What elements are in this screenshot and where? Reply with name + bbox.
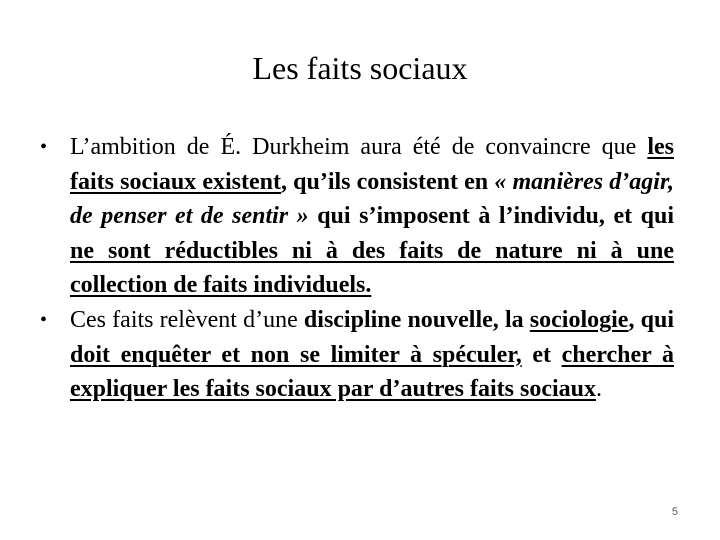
emphasis-sociologie: sociologie [529, 306, 629, 333]
bullet-list [34, 130, 674, 407]
text-segment: , qu’ils consistent en [280, 168, 495, 195]
text-segment: , qui [628, 306, 674, 333]
text-segment: L’ambition de É. Durkheim aura été de convaincre que [70, 134, 648, 160]
emphasis-expliquer: chercher à expliquer les faits sociaux par d’autres faits sociaux [70, 341, 674, 403]
bullet-item-ambition [34, 130, 674, 303]
text-segment: qui s’imposent à l’individu, et qui [308, 203, 674, 230]
emphasis-discipline-nouvelle: discipline nouvelle, la [303, 306, 530, 333]
emphasis-non-reductibles: ne sont réductibles ni à des faits de nature ni à une collection de faits individuels. [70, 237, 674, 299]
emphasis-enqueter: doit enquêter et non se limiter à spéculer, [70, 341, 522, 368]
quote-manieres: « manières d’agir, de penser et de sentir » [70, 168, 674, 230]
page-number: 5 [671, 506, 678, 518]
bullet-marker: • [40, 136, 48, 158]
text-segment: et [521, 341, 562, 368]
bullet-item-discipline [34, 303, 674, 407]
slide-title: Les faits sociaux [252, 50, 468, 86]
text-segment: . [596, 376, 603, 403]
emphasis-faits-sociaux-existent: les faits sociaux existent [70, 134, 674, 195]
text-segment: Ces faits relèvent d’une [70, 306, 304, 333]
bullet-marker: • [40, 308, 48, 331]
